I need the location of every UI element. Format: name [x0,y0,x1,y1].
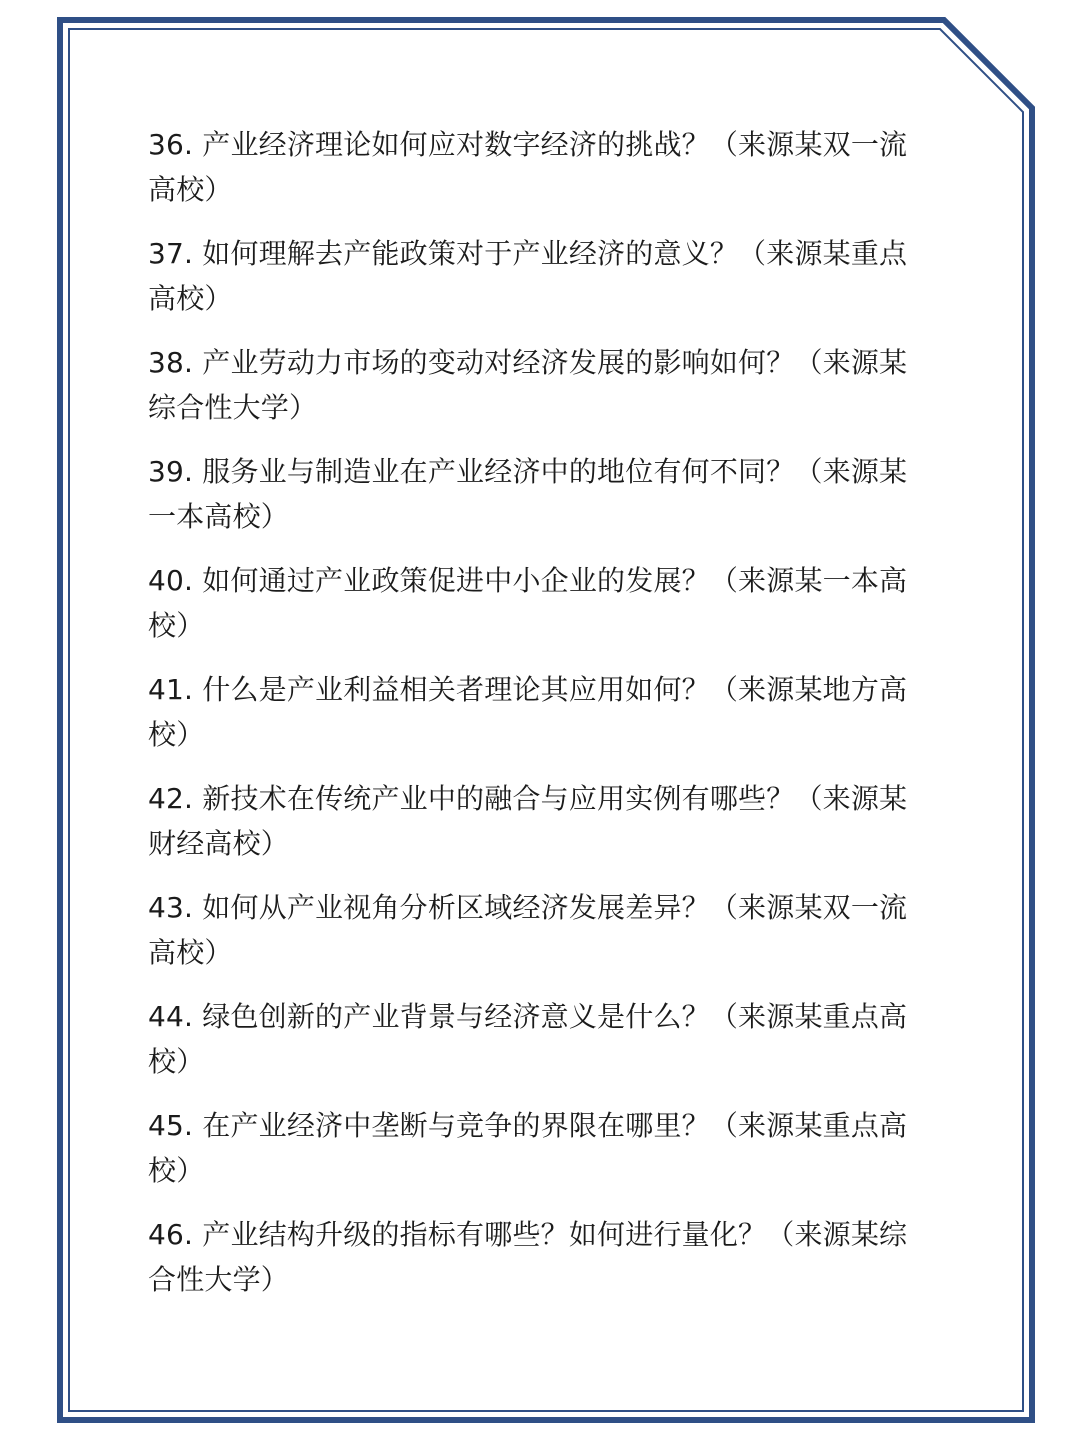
question-list [148,122,928,1321]
question-number: 39. [148,455,194,488]
question-text: 如何理解去产能政策对于产业经济的意义？（来源某重点高校） [148,237,908,315]
question-item [148,231,928,321]
question-item [148,449,928,539]
question-number: 41. [148,673,194,706]
question-text: 在产业经济中垄断与竞争的界限在哪里？（来源某重点高校） [148,1109,908,1187]
question-number: 37. [148,237,194,270]
question-number: 46. [148,1218,194,1251]
question-text: 新技术在传统产业中的融合与应用实例有哪些？（来源某财经高校） [148,782,908,860]
question-number: 38. [148,346,194,379]
question-number: 45. [148,1109,194,1142]
question-item [148,340,928,430]
question-number: 40. [148,564,194,597]
question-number: 36. [148,128,194,161]
question-text: 产业结构升级的指标有哪些？如何进行量化？（来源某综合性大学） [148,1218,908,1296]
question-text: 产业劳动力市场的变动对经济发展的影响如何？（来源某综合性大学） [148,346,908,424]
question-text: 如何通过产业政策促进中小企业的发展？（来源某一本高校） [148,564,908,642]
question-text: 如何从产业视角分析区域经济发展差异？（来源某双一流高校） [148,891,908,969]
question-item [148,994,928,1084]
question-item [148,667,928,757]
question-item [148,885,928,975]
question-text: 什么是产业利益相关者理论其应用如何？（来源某地方高校） [148,673,908,751]
question-number: 42. [148,782,194,815]
question-item [148,558,928,648]
question-item [148,1212,928,1302]
question-item [148,776,928,866]
question-number: 43. [148,891,194,924]
question-item [148,122,928,212]
question-text: 产业经济理论如何应对数字经济的挑战？（来源某双一流高校） [148,128,908,206]
question-text: 服务业与制造业在产业经济中的地位有何不同？（来源某一本高校） [148,455,908,533]
question-number: 44. [148,1000,194,1033]
question-text: 绿色创新的产业背景与经济意义是什么？（来源某重点高校） [148,1000,908,1078]
question-item [148,1103,928,1193]
